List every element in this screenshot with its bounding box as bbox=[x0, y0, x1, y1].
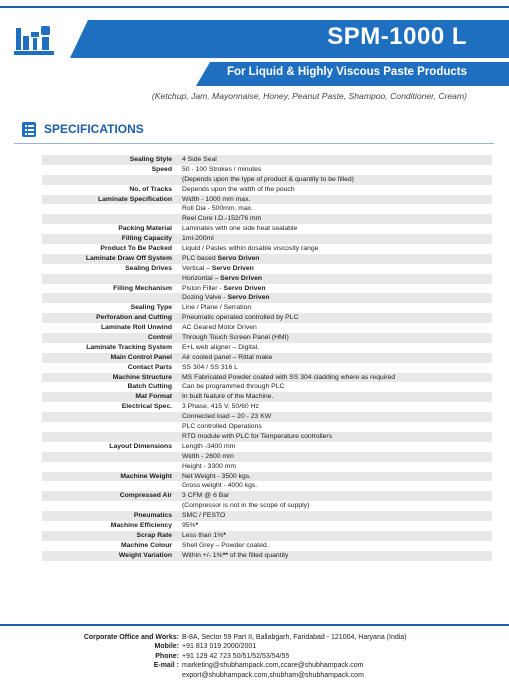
row-value bbox=[178, 293, 492, 303]
value-text: Dozing Valve - bbox=[182, 294, 228, 302]
value-text: Reel Core I.D.-152/76 mm bbox=[182, 215, 262, 223]
value-text: 3 Phase, 415 V, 50/60 Hz bbox=[182, 403, 259, 411]
value-emphasis: Servo Driven bbox=[217, 254, 260, 262]
footer-label: Corporate Office and Works: bbox=[83, 634, 179, 641]
model-title: SPM-1000 L bbox=[327, 23, 467, 50]
row-value bbox=[178, 185, 492, 195]
value-text: 50 - 100 Strokes / minutes bbox=[182, 165, 262, 173]
value-text: Length -3400 mm bbox=[182, 442, 236, 450]
row-label: Speed bbox=[151, 165, 172, 173]
row-label: Sealing Drives bbox=[125, 264, 172, 272]
row-label: Product To Be Packed bbox=[100, 245, 172, 253]
row-label bbox=[42, 501, 178, 511]
row-value bbox=[178, 274, 492, 284]
table-row bbox=[42, 363, 492, 373]
value-text: 4 Side Seal bbox=[182, 156, 217, 163]
row-value bbox=[178, 551, 492, 561]
footer-label bbox=[0, 671, 182, 680]
row-value bbox=[178, 323, 492, 333]
top-rule bbox=[0, 6, 509, 8]
row-value bbox=[178, 214, 492, 224]
row-label bbox=[42, 204, 178, 214]
value-emphasis: Servo Driven bbox=[220, 274, 263, 282]
row-value bbox=[178, 452, 492, 462]
table-row bbox=[42, 511, 492, 521]
footer-rule bbox=[0, 624, 509, 626]
table-row bbox=[42, 165, 492, 175]
table-row bbox=[42, 373, 492, 383]
row-value bbox=[178, 521, 492, 531]
value-text: Roll Dia - 500mm. max. bbox=[182, 205, 254, 213]
value-text: Line / Plane / Serration bbox=[182, 304, 252, 312]
row-label bbox=[42, 214, 178, 224]
table-row bbox=[42, 303, 492, 313]
value-text: Shell Grey – Powder coated. bbox=[182, 541, 269, 549]
row-label: Laminate Specification bbox=[97, 195, 172, 203]
table-row bbox=[42, 491, 492, 501]
table-row bbox=[42, 531, 492, 541]
row-label: Filling Capacity bbox=[121, 235, 172, 243]
value-emphasis: * bbox=[195, 521, 199, 529]
row-label: Layout Dimensions bbox=[109, 442, 172, 450]
row-value bbox=[178, 204, 492, 214]
row-label bbox=[42, 274, 178, 284]
row-label: Perforation and Cutting bbox=[96, 314, 172, 322]
value-text: 1ml-200ml bbox=[182, 235, 214, 243]
row-label bbox=[42, 452, 178, 462]
row-label bbox=[42, 462, 178, 472]
row-label: Laminate Tracking System bbox=[86, 343, 172, 351]
value-text: Width - 1000 mm max. bbox=[182, 195, 251, 203]
table-row bbox=[42, 422, 492, 432]
table-row bbox=[42, 323, 492, 333]
value-text: Horizontal – bbox=[182, 274, 221, 282]
row-value bbox=[178, 422, 492, 432]
row-label: Laminate Roll Unwind bbox=[101, 324, 172, 332]
table-row bbox=[42, 264, 492, 274]
table-row bbox=[42, 244, 492, 254]
row-label: Control bbox=[147, 334, 172, 342]
row-value bbox=[178, 343, 492, 353]
value-text: SS 304 / SS 316 L bbox=[182, 363, 238, 371]
row-value bbox=[178, 373, 492, 383]
value-text: MS Fabricated Powder coated with SS 304 cladding where as required bbox=[182, 373, 396, 381]
row-label: Scrap Rate bbox=[136, 531, 172, 539]
row-value bbox=[178, 234, 492, 244]
value-text: PLC controlled Operations bbox=[182, 423, 262, 431]
table-row bbox=[42, 224, 492, 234]
row-label: Weight Variation bbox=[118, 551, 172, 559]
value-text: E+L web aligner – Digital. bbox=[182, 343, 260, 351]
row-label bbox=[42, 412, 178, 422]
row-label: No. of Tracks bbox=[129, 185, 172, 193]
table-row bbox=[42, 284, 492, 294]
footer-label: Mobile: bbox=[154, 643, 179, 651]
row-label bbox=[42, 293, 178, 303]
footer-line bbox=[0, 652, 509, 661]
section-title: SPECIFICATIONS bbox=[44, 122, 144, 136]
row-value bbox=[178, 511, 492, 521]
value-text: Vertical – bbox=[182, 264, 212, 272]
row-label: Machine Weight bbox=[120, 472, 172, 480]
value-text: SMC / FESTO bbox=[182, 512, 226, 520]
table-row bbox=[42, 185, 492, 195]
footer-label: Phone: bbox=[155, 652, 179, 660]
value-text: (Depends upon the type of product & quantity to be filled) bbox=[182, 175, 354, 183]
value-text: Gross weight - 4000 kgs. bbox=[182, 482, 258, 490]
row-value bbox=[178, 313, 492, 323]
table-row bbox=[42, 481, 492, 491]
value-text: 95% bbox=[182, 521, 196, 529]
row-value bbox=[178, 175, 492, 185]
row-label: Machine Colour bbox=[121, 541, 172, 549]
section-rule bbox=[14, 143, 494, 144]
row-label: Machine Efficiency bbox=[110, 521, 172, 529]
footer-value: marketing@shubhampack.com,ccare@shubhampack.com bbox=[182, 662, 364, 670]
table-row bbox=[42, 353, 492, 363]
row-label: Laminate Draw Off System bbox=[85, 254, 172, 262]
subtitle: For Liquid & Highly Viscous Paste Products bbox=[226, 66, 467, 78]
table-row bbox=[42, 293, 492, 303]
footer-value: +91 813 019 2000/2001 bbox=[182, 643, 257, 651]
value-text: Width - 2600 mm bbox=[182, 452, 234, 460]
value-text: Can be programmed through PLC bbox=[182, 383, 285, 391]
row-value bbox=[178, 195, 492, 205]
footer-line bbox=[0, 671, 509, 680]
value-text: Depends upon the width of the pouch bbox=[182, 185, 295, 193]
row-value bbox=[178, 402, 492, 412]
value-text: PLC based bbox=[182, 254, 218, 262]
footer-value: B-8A, Sector 59 Part II, Ballabgarh, Faridabad - 121004, Haryana (India) bbox=[182, 634, 407, 641]
list-icon bbox=[20, 120, 38, 138]
spec-table bbox=[42, 155, 492, 561]
row-value bbox=[178, 382, 492, 392]
row-value bbox=[178, 462, 492, 472]
table-row bbox=[42, 343, 492, 353]
table-row bbox=[42, 234, 492, 244]
row-label bbox=[42, 432, 178, 442]
row-value bbox=[178, 254, 492, 264]
table-row bbox=[42, 274, 492, 284]
table-row bbox=[42, 204, 492, 214]
value-text: Through Touch Screen Panel (HMI) bbox=[182, 334, 289, 342]
row-label: Contact Parts bbox=[127, 363, 172, 371]
row-value bbox=[178, 541, 492, 551]
row-value bbox=[178, 165, 492, 175]
value-text: In built feature of the Machine. bbox=[182, 393, 274, 401]
footer-line bbox=[0, 633, 509, 642]
row-value bbox=[178, 333, 492, 343]
value-emphasis: Servo Driven bbox=[211, 264, 254, 272]
row-label: Main Control Panel bbox=[110, 353, 172, 361]
row-label: Packing Material bbox=[118, 225, 172, 233]
row-label: Sealing Style bbox=[129, 156, 172, 163]
table-row bbox=[42, 501, 492, 511]
table-row bbox=[42, 541, 492, 551]
row-value bbox=[178, 244, 492, 254]
value-emphasis: ** bbox=[222, 551, 228, 559]
value-text: Height - 3300 mm bbox=[182, 462, 237, 470]
table-row bbox=[42, 313, 492, 323]
value-text: (Compressor is not in the scope of supply) bbox=[182, 502, 310, 510]
footer-line bbox=[0, 661, 509, 670]
table-row bbox=[42, 175, 492, 185]
value-text: Pneumatic operated controlled by PLC bbox=[182, 314, 299, 322]
row-label: Filling Mechanism bbox=[113, 284, 172, 292]
value-text: Air cooled panel – Rittal make bbox=[182, 353, 273, 361]
products-line: (Ketchup, Jam, Mayonnaise, Honey, Peanut Paste, Shampoo, Conditioner, Cream) bbox=[151, 91, 467, 101]
footer-value: export@shubhampack.com,shubham@shubhampack.com bbox=[182, 671, 364, 679]
row-value bbox=[178, 472, 492, 482]
row-label: Pneumatics bbox=[133, 512, 172, 520]
value-text: Less than 1% bbox=[182, 531, 224, 539]
value-text: Liquid / Pastes within dosable viscosity range bbox=[182, 245, 319, 253]
table-row bbox=[42, 472, 492, 482]
row-label bbox=[42, 481, 178, 491]
table-row bbox=[42, 551, 492, 561]
table-row bbox=[42, 155, 492, 165]
row-value bbox=[178, 531, 492, 541]
row-label bbox=[42, 175, 178, 185]
value-emphasis: Servo Driven bbox=[227, 294, 270, 302]
table-row bbox=[42, 195, 492, 205]
value-text: Laminates with one side heat sealable bbox=[182, 225, 298, 233]
row-value bbox=[178, 412, 492, 422]
footer-value: +91 129 42 723 50/51/52/53/54/55 bbox=[182, 652, 290, 660]
row-value bbox=[178, 224, 492, 234]
value-text: RTD module with PLC for Temperature controllers bbox=[182, 432, 333, 440]
table-row bbox=[42, 402, 492, 412]
table-row bbox=[42, 382, 492, 392]
row-value bbox=[178, 155, 492, 165]
row-label: Batch Cutting bbox=[127, 383, 172, 391]
row-label: Machine Structure bbox=[112, 373, 172, 381]
value-text: AC Geared Motor Driven bbox=[182, 324, 257, 332]
row-value bbox=[178, 264, 492, 274]
value-text: Piston Filler - bbox=[182, 284, 224, 292]
row-label: Electrical Spec. bbox=[121, 403, 172, 411]
footer-label: E-mail : bbox=[153, 662, 179, 670]
row-value bbox=[178, 432, 492, 442]
table-row bbox=[42, 214, 492, 224]
row-label bbox=[42, 422, 178, 432]
row-value bbox=[178, 501, 492, 511]
row-value bbox=[178, 303, 492, 313]
table-row bbox=[42, 442, 492, 452]
row-value bbox=[178, 353, 492, 363]
value-text: Net Weight - 3500 kgs. bbox=[182, 472, 252, 480]
footer-contact bbox=[0, 633, 509, 680]
row-label: Mat Format bbox=[135, 393, 172, 401]
table-row bbox=[42, 254, 492, 264]
value-emphasis: Servo Driven bbox=[223, 284, 266, 292]
value-text: Connected load – 20 - 23 KW bbox=[182, 413, 272, 421]
row-value bbox=[178, 363, 492, 373]
row-value bbox=[178, 481, 492, 491]
table-row bbox=[42, 392, 492, 402]
value-text: 3 CFM @ 6 Bar bbox=[182, 492, 230, 500]
row-value bbox=[178, 442, 492, 452]
value-text: Within +/- 1% bbox=[182, 551, 223, 559]
table-row bbox=[42, 521, 492, 531]
row-label: Compressed Air bbox=[119, 492, 172, 500]
table-row bbox=[42, 452, 492, 462]
row-label: Sealing Type bbox=[130, 304, 172, 312]
table-row bbox=[42, 462, 492, 472]
table-row bbox=[42, 432, 492, 442]
company-logo-icon bbox=[14, 22, 54, 58]
table-row bbox=[42, 412, 492, 422]
footer-line bbox=[0, 642, 509, 651]
row-value bbox=[178, 392, 492, 402]
row-value bbox=[178, 284, 492, 294]
value-emphasis: * bbox=[223, 531, 226, 539]
value-suffix: of the filled quantity bbox=[227, 551, 289, 559]
row-value bbox=[178, 491, 492, 501]
table-row bbox=[42, 333, 492, 343]
